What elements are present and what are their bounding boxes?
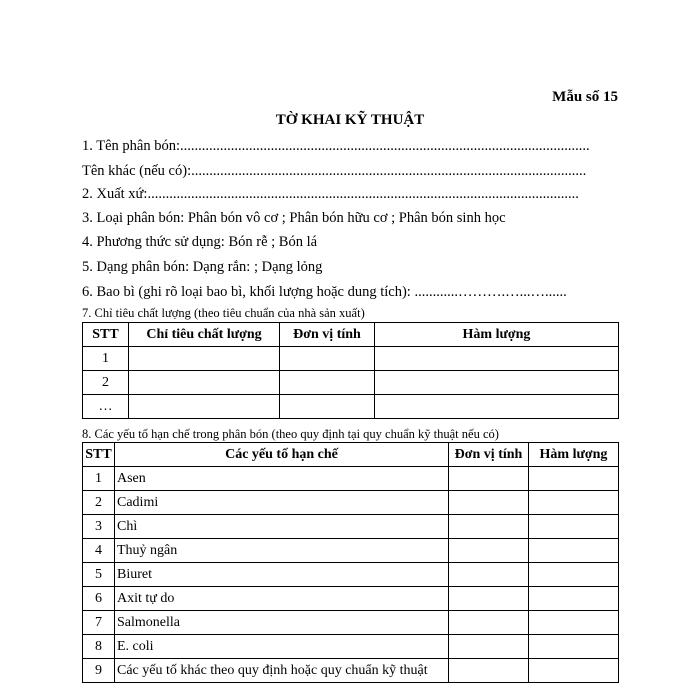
- header-criteria: Chỉ tiêu chất lượng: [129, 323, 280, 347]
- cell-unit: [449, 611, 529, 635]
- cell-unit: [449, 467, 529, 491]
- table-row: [83, 659, 619, 683]
- header-stt: STT: [83, 443, 115, 467]
- cell-unit: [449, 539, 529, 563]
- section8-heading: 8. Các yếu tố hạn chế trong phân bón (theo quy định tại quy chuẩn kỹ thuật nếu có): [82, 427, 499, 441]
- field-fertilizer-form: 5. Dạng phân bón: Dạng rắn: ; Dạng lỏng: [82, 259, 323, 275]
- document-title: TỜ KHAI KỸ THUẬT: [275, 112, 425, 128]
- factor-name: E. coli: [115, 635, 449, 659]
- table-row: [83, 539, 619, 563]
- row-stt: 9: [83, 659, 115, 683]
- cell-unit: [449, 515, 529, 539]
- field-other-name: Tên khác (nếu có):.............................................................................................................: [82, 163, 587, 179]
- factor-name: Thuỷ ngân: [115, 539, 449, 563]
- limiting-factors-table: [82, 442, 619, 683]
- row-stt: 1: [83, 347, 129, 371]
- cell-content: [375, 347, 619, 371]
- factor-name: Asen: [115, 467, 449, 491]
- table-row: [83, 491, 619, 515]
- field-fertilizer-type: 3. Loại phân bón: Phân bón vô cơ ; Phân bón hữu cơ ; Phân bón sinh học: [82, 210, 506, 226]
- row-stt: 8: [83, 635, 115, 659]
- cell-content: [529, 539, 619, 563]
- factor-name: Cadimi: [115, 491, 449, 515]
- cell-unit: [280, 395, 375, 419]
- factor-name: Các yếu tố khác theo quy định hoặc quy chuẩn kỹ thuật: [115, 659, 449, 683]
- row-stt: 4: [83, 539, 115, 563]
- cell-content: [529, 515, 619, 539]
- field-fertilizer-name: 1. Tên phân bón:.................................................................................................................: [82, 138, 590, 154]
- field-origin: 2. Xuất xứ:.......................................................................................................................: [82, 186, 579, 202]
- row-stt: …: [83, 395, 129, 419]
- header-stt: STT: [83, 323, 129, 347]
- cell-unit: [449, 563, 529, 587]
- cell-content: [529, 611, 619, 635]
- row-stt: 2: [83, 371, 129, 395]
- cell-unit: [449, 491, 529, 515]
- cell-unit: [449, 659, 529, 683]
- table-header-row: [83, 323, 619, 347]
- quality-criteria-table: [82, 322, 619, 419]
- factor-name: Biuret: [115, 563, 449, 587]
- table-row: [83, 563, 619, 587]
- header-factor: Các yếu tố hạn chế: [115, 443, 449, 467]
- cell-content: [529, 563, 619, 587]
- header-unit: Đơn vị tính: [280, 323, 375, 347]
- cell-criteria: [129, 371, 280, 395]
- row-stt: 3: [83, 515, 115, 539]
- table-row: [83, 395, 619, 419]
- cell-content: [529, 659, 619, 683]
- field-packaging: 6. Bao bì (ghi rõ loại bao bì, khối lượng hoặc dung tích): ............……….…...…......: [82, 284, 567, 300]
- row-stt: 7: [83, 611, 115, 635]
- section7-heading: 7. Chỉ tiêu chất lượng (theo tiêu chuẩn của nhà sản xuất): [82, 306, 365, 320]
- cell-content: [375, 371, 619, 395]
- cell-unit: [280, 347, 375, 371]
- row-stt: 6: [83, 587, 115, 611]
- table-row: [83, 635, 619, 659]
- cell-unit: [280, 371, 375, 395]
- table-row: [83, 347, 619, 371]
- factor-name: Salmonella: [115, 611, 449, 635]
- cell-criteria: [129, 347, 280, 371]
- factor-name: Axit tự do: [115, 587, 449, 611]
- cell-criteria: [129, 395, 280, 419]
- header-content: Hàm lượng: [375, 323, 619, 347]
- field-usage-method: 4. Phương thức sử dụng: Bón rễ ; Bón lá: [82, 234, 318, 250]
- cell-content: [375, 395, 619, 419]
- table-row: [83, 467, 619, 491]
- header-unit: Đơn vị tính: [449, 443, 529, 467]
- table-row: [83, 515, 619, 539]
- table-row: [83, 611, 619, 635]
- table-row: [83, 371, 619, 395]
- table-header-row: [83, 443, 619, 467]
- cell-content: [529, 467, 619, 491]
- header-content: Hàm lượng: [529, 443, 619, 467]
- row-stt: 1: [83, 467, 115, 491]
- table-row: [83, 587, 619, 611]
- cell-content: [529, 635, 619, 659]
- cell-unit: [449, 587, 529, 611]
- cell-content: [529, 491, 619, 515]
- factor-name: Chì: [115, 515, 449, 539]
- cell-content: [529, 587, 619, 611]
- cell-unit: [449, 635, 529, 659]
- row-stt: 5: [83, 563, 115, 587]
- row-stt: 2: [83, 491, 115, 515]
- form-number: Mẫu số 15: [552, 89, 618, 105]
